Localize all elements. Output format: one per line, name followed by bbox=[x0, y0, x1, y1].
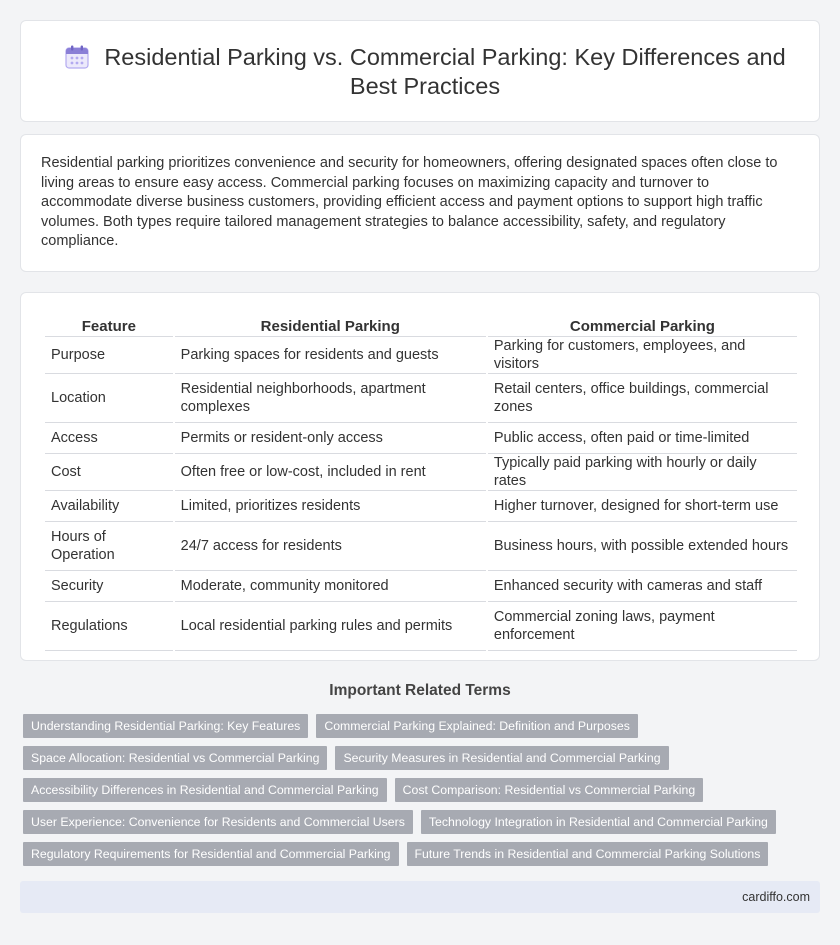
tag-row bbox=[23, 746, 803, 770]
related-term-tag[interactable]: Commercial Parking Explained: Definition and Purposes bbox=[316, 714, 638, 738]
residential-cell: Often free or low-cost, included in rent bbox=[175, 454, 486, 491]
related-term-tag[interactable]: User Experience: Convenience for Residents and Commercial Users bbox=[23, 810, 413, 834]
residential-cell: Moderate, community monitored bbox=[175, 571, 486, 602]
page-title-text: Residential Parking vs. Commercial Parking: Key Differences and Best Practices bbox=[104, 44, 786, 99]
column-header-residential: Residential Parking bbox=[175, 315, 486, 337]
residential-cell: Local residential parking rules and permits bbox=[175, 602, 486, 651]
commercial-cell: Commercial zoning laws, payment enforcement bbox=[488, 602, 797, 651]
feature-cell: Regulations bbox=[45, 602, 173, 651]
table-header-row bbox=[45, 315, 797, 337]
page-title bbox=[51, 43, 799, 101]
residential-cell: Limited, prioritizes residents bbox=[175, 491, 486, 522]
table-row bbox=[45, 491, 797, 522]
calendar-icon bbox=[64, 44, 90, 70]
commercial-cell: Enhanced security with cameras and staff bbox=[488, 571, 797, 602]
related-terms-list bbox=[23, 714, 803, 874]
table-row bbox=[45, 602, 797, 651]
related-terms-title: Important Related Terms bbox=[329, 682, 511, 699]
related-term-tag[interactable]: Future Trends in Residential and Commercial Parking Solutions bbox=[407, 842, 769, 866]
residential-cell: 24/7 access for residents bbox=[175, 522, 486, 571]
tag-row bbox=[23, 778, 803, 802]
residential-cell: Parking spaces for residents and guests bbox=[175, 337, 486, 374]
feature-cell: Purpose bbox=[45, 337, 173, 374]
table-row bbox=[45, 374, 797, 423]
comparison-table bbox=[43, 315, 799, 651]
footer-bar bbox=[20, 881, 820, 913]
related-term-tag[interactable]: Understanding Residential Parking: Key Features bbox=[23, 714, 308, 738]
residential-cell: Permits or resident-only access bbox=[175, 423, 486, 454]
tag-row bbox=[23, 714, 803, 738]
commercial-cell: Higher turnover, designed for short-term use bbox=[488, 491, 797, 522]
table-row bbox=[45, 423, 797, 454]
column-header-feature: Feature bbox=[45, 315, 173, 337]
table-row bbox=[45, 454, 797, 491]
commercial-cell: Parking for customers, employees, and visitors bbox=[488, 337, 797, 374]
table-row bbox=[45, 337, 797, 374]
intro-paragraph: Residential parking prioritizes convenience and security for homeowners, offering designated spaces often close to living areas to ensure easy access. Commercial parking focuses on maximizing capacity and turnover to accommodate diverse business customers, providing efficient access and payment options to support high traffic volumes. Both types require tailored management strategies to balance accessibility, safety, and regulatory compliance. bbox=[41, 155, 778, 250]
related-term-tag[interactable]: Regulatory Requirements for Residential and Commercial Parking bbox=[23, 842, 399, 866]
related-term-tag[interactable]: Technology Integration in Residential and Commercial Parking bbox=[421, 810, 776, 834]
feature-cell: Cost bbox=[45, 454, 173, 491]
table-row bbox=[45, 571, 797, 602]
column-header-commercial: Commercial Parking bbox=[488, 315, 797, 337]
residential-cell: Residential neighborhoods, apartment complexes bbox=[175, 374, 486, 423]
tag-row bbox=[23, 842, 803, 866]
commercial-cell: Public access, often paid or time-limited bbox=[488, 423, 797, 454]
commercial-cell: Typically paid parking with hourly or daily rates bbox=[488, 454, 797, 491]
feature-cell: Hours of Operation bbox=[45, 522, 173, 571]
related-term-tag[interactable]: Security Measures in Residential and Commercial Parking bbox=[335, 746, 668, 770]
related-term-tag[interactable]: Cost Comparison: Residential vs Commercial Parking bbox=[395, 778, 704, 802]
comparison-table-card bbox=[20, 292, 820, 661]
intro-card bbox=[20, 134, 820, 272]
commercial-cell: Business hours, with possible extended hours bbox=[488, 522, 797, 571]
feature-cell: Security bbox=[45, 571, 173, 602]
footer-site-link[interactable]: cardiffo.com bbox=[742, 890, 810, 904]
related-term-tag[interactable]: Accessibility Differences in Residential and Commercial Parking bbox=[23, 778, 387, 802]
tag-row bbox=[23, 810, 803, 834]
header-card bbox=[20, 20, 820, 122]
title-wrap bbox=[51, 43, 799, 101]
feature-cell: Access bbox=[45, 423, 173, 454]
table-row bbox=[45, 522, 797, 571]
commercial-cell: Retail centers, office buildings, commercial zones bbox=[488, 374, 797, 423]
related-term-tag[interactable]: Space Allocation: Residential vs Commercial Parking bbox=[23, 746, 327, 770]
feature-cell: Location bbox=[45, 374, 173, 423]
feature-cell: Availability bbox=[45, 491, 173, 522]
